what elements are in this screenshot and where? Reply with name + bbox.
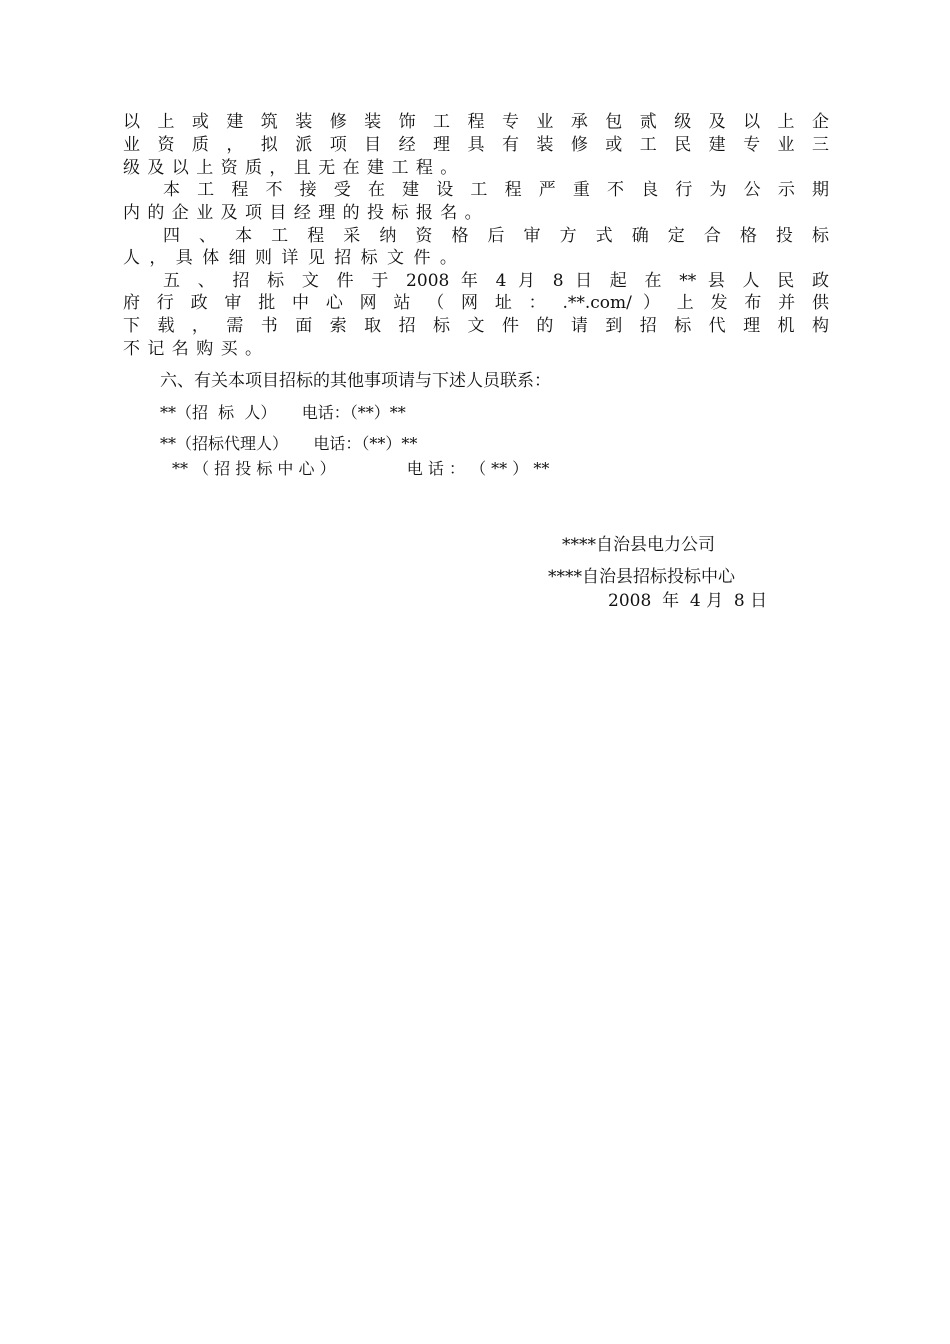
- paragraph-line: 下 载 ， 需 书 面 索 取 招 标 文 件 的 请 到 招 标 代 理 机 构: [123, 316, 829, 336]
- paragraph-line: 业 资 质 ， 拟 派 项 目 经 理 具 有 装 修 或 工 民 建 专 业 三: [123, 135, 829, 155]
- section-six-heading: 六、有关本项目招标的其他事项请与下述人员联系：: [160, 371, 551, 391]
- signature-date: 2008 年 4 月 8 日: [608, 591, 768, 611]
- paragraph-line: 内 的 企 业 及 项 目 经 理 的 投 标 报 名 。: [123, 203, 483, 223]
- signature-company: ****自治县电力公司: [562, 535, 715, 555]
- contact-agent: **（招标代理人） 电话：（**）**: [160, 434, 418, 453]
- paragraph-line: 四 、 本 工 程 采 纳 资 格 后 审 方 式 确 定 合 格 投 标: [163, 226, 829, 246]
- paragraph-line: 本 工 程 不 接 受 在 建 设 工 程 严 重 不 良 行 为 公 示 期: [163, 180, 829, 200]
- contact-center: ** （ 招 投 标 中 心 ） 电 话 ： （ ** ） **: [172, 459, 550, 478]
- paragraph-line: 级 及 以 上 资 质 ， 且 无 在 建 工 程 。: [123, 158, 459, 178]
- paragraph-line: 五 、 招 标 文 件 于 2008 年 4 月 8 日 起 在 ** 县 人 民 政: [163, 271, 829, 291]
- paragraph-line: 人 ， 具 体 细 则 详 见 招 标 文 件 。: [123, 248, 459, 268]
- signature-center: ****自治县招标投标中心: [548, 567, 735, 587]
- paragraph-line: 以 上 或 建 筑 装 修 装 饰 工 程 专 业 承 包 贰 级 及 以 上 企: [123, 112, 829, 132]
- paragraph-line: 不 记 名 购 买 。: [123, 339, 264, 359]
- paragraph-line: 府 行 政 审 批 中 心 网 站 （ 网 址 ： .**.com/ ） 上 发 布 并 供: [123, 293, 829, 313]
- contact-tenderer: **（招 标 人） 电话：（**）**: [160, 403, 406, 422]
